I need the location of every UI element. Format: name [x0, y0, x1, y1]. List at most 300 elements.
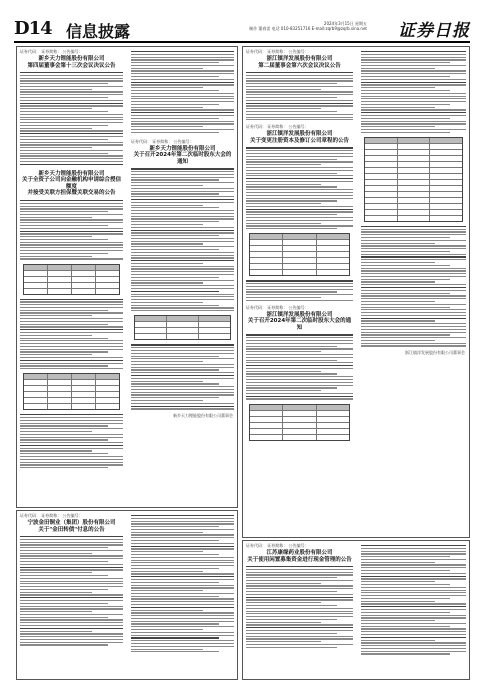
text-line: [20, 83, 108, 84]
text-line: [361, 57, 466, 58]
text-line: [20, 335, 92, 336]
table-row: [24, 404, 119, 409]
left-subcolumn-2: [128, 47, 237, 507]
text-line: [361, 562, 435, 563]
text-line: [361, 109, 466, 110]
text-line: [246, 78, 353, 79]
table-cell: [430, 162, 462, 167]
table-cell: [167, 328, 199, 333]
text-line: [20, 144, 123, 145]
text-line: [361, 601, 435, 602]
text-line: [20, 299, 123, 300]
text-line: [361, 59, 466, 60]
text-line: [361, 620, 435, 621]
text-line: [246, 566, 353, 567]
text-line: [246, 159, 337, 160]
text-line: [361, 279, 450, 280]
text-line: [246, 390, 321, 391]
text-line: [246, 346, 337, 347]
text-line: [20, 614, 123, 615]
text-line: [20, 329, 123, 330]
text-line: [131, 356, 219, 357]
text-line: [246, 588, 353, 589]
text-line: [246, 91, 353, 92]
text-line: [20, 253, 108, 254]
text-line: [131, 191, 234, 192]
table-cell: [430, 144, 462, 149]
text-line: [131, 185, 203, 186]
text-line: [131, 607, 234, 608]
table-cell: [430, 156, 462, 161]
data-table: [249, 404, 350, 441]
text-line: [246, 150, 353, 151]
table-cell: [317, 423, 349, 428]
text-line: [20, 611, 92, 612]
text-line: [246, 228, 337, 229]
table-cell: [48, 265, 72, 270]
text-line: [131, 54, 234, 55]
text-line: [20, 644, 108, 645]
text-line: [361, 598, 450, 599]
table-cell: [135, 322, 167, 327]
text-line: [131, 182, 234, 183]
table-cell: [398, 186, 431, 191]
text-line: [246, 644, 353, 645]
announcement-header: 证券代码： 证券简称： 公告编号：: [246, 49, 309, 54]
text-line: [20, 247, 123, 248]
text-line: [246, 602, 321, 603]
text-line: [20, 318, 123, 319]
text-line: [131, 403, 234, 404]
left-announcement-group: [16, 46, 238, 508]
text-line: [246, 83, 337, 84]
table-cell: [398, 180, 431, 185]
text-line: [131, 573, 234, 574]
text-line: [20, 351, 108, 352]
text-line: [131, 623, 219, 624]
text-line: [246, 351, 321, 352]
text-line: [246, 75, 353, 76]
text-line: [361, 648, 466, 649]
text-line: [20, 211, 108, 212]
text-line: [131, 408, 234, 409]
text-line: [246, 340, 353, 341]
table-cell: [317, 240, 349, 245]
text-line: [361, 98, 466, 99]
text-line: [246, 223, 321, 224]
text-line: [131, 375, 234, 376]
text-line: [361, 595, 466, 596]
text-line: [131, 378, 234, 379]
announcement-title: 宁波金田铜业（集团）股份有限公司 关于"金田转债"付息的公告: [27, 520, 116, 533]
table-cell: [365, 162, 398, 167]
table-cell: [250, 246, 283, 251]
text-line: [131, 76, 219, 77]
text-line: [361, 237, 450, 238]
text-line: [361, 295, 466, 296]
table-cell: [135, 316, 167, 321]
text-line: [20, 633, 123, 634]
text-line: [20, 155, 123, 156]
text-line: [361, 276, 466, 277]
text-line: [20, 600, 123, 601]
announcement-header: 证券代码： 证券简称： 公告编号：: [20, 49, 83, 54]
text-line: [20, 619, 123, 620]
text-line: [131, 560, 234, 561]
text-line: [20, 464, 123, 465]
text-line: [20, 357, 123, 358]
text-line: [20, 448, 123, 449]
text-line: [361, 284, 466, 285]
text-line: [246, 111, 337, 112]
table-cell: [398, 204, 431, 209]
text-line: [20, 147, 92, 148]
text-line: [246, 211, 353, 212]
text-line: [131, 579, 234, 580]
text-line: [20, 78, 123, 79]
text-line: [361, 243, 435, 244]
table-row: [250, 435, 349, 440]
text-line: [20, 258, 123, 259]
text-line: [246, 195, 353, 196]
text-line: [131, 70, 234, 71]
text-line: [131, 207, 219, 208]
text-line: [131, 646, 234, 647]
text-line: [361, 332, 466, 333]
text-line: [361, 256, 466, 257]
text-line: [246, 300, 353, 301]
text-line: [131, 238, 234, 239]
text-line: [20, 434, 123, 435]
announcement-header: 证券代码： 证券简称： 公告编号：: [131, 138, 194, 144]
text-line: [361, 231, 466, 232]
text-line: [20, 332, 123, 333]
text-line: [246, 184, 321, 185]
table-cell: [283, 264, 316, 269]
table-cell: [317, 270, 349, 275]
text-line: [246, 217, 353, 218]
text-line: [361, 323, 466, 324]
table-cell: [283, 435, 316, 440]
text-line: [361, 79, 466, 80]
table-cell: [283, 405, 316, 410]
text-line: [246, 630, 353, 631]
text-line: [20, 86, 123, 87]
announcement-body: [246, 566, 353, 648]
text-line: [361, 245, 466, 246]
text-line: [246, 170, 353, 171]
table-cell: [48, 374, 72, 379]
text-line: [20, 158, 123, 159]
text-line: [246, 119, 353, 120]
text-line: [361, 248, 466, 249]
right-bottom-announcement: [242, 540, 470, 680]
text-line: [246, 175, 353, 176]
text-line: [131, 585, 234, 586]
text-line: [131, 294, 234, 295]
table-row: [365, 216, 462, 221]
text-line: [20, 203, 123, 204]
text-line: [131, 612, 234, 613]
text-line: [131, 129, 234, 130]
text-line: [20, 572, 92, 573]
table-cell: [283, 258, 316, 263]
table-cell: [48, 283, 72, 288]
text-line: [361, 334, 450, 335]
text-line: [131, 246, 234, 247]
text-line: [131, 87, 203, 88]
text-line: [361, 628, 466, 629]
text-line: [246, 616, 353, 617]
announcement-header: 证券代码： 证券简称： 公告编号：: [246, 543, 309, 548]
text-line: [246, 376, 353, 377]
text-line: [20, 340, 123, 341]
text-line: [361, 262, 435, 263]
section-title: 信息披露: [66, 22, 131, 41]
text-line: [20, 244, 123, 245]
text-line: [246, 147, 353, 148]
table-cell: [250, 411, 283, 416]
announcement-body: [246, 334, 353, 399]
text-line: [131, 372, 234, 373]
text-line: [361, 623, 466, 624]
text-line: [131, 288, 234, 289]
text-line: [20, 206, 123, 207]
text-line: [131, 196, 234, 197]
text-line: [20, 636, 123, 637]
table-cell: [24, 392, 48, 397]
text-line: [246, 583, 321, 584]
text-line: [131, 532, 203, 533]
text-line: [361, 309, 466, 310]
text-line: [361, 76, 450, 77]
text-line: [20, 236, 92, 237]
text-line: [246, 156, 353, 157]
text-line: [131, 571, 203, 572]
announcement-body: [246, 72, 353, 120]
table-cell: [24, 289, 48, 294]
text-line: [361, 559, 466, 560]
text-line: [361, 93, 466, 94]
text-line: [246, 198, 353, 199]
table-cell: [283, 270, 316, 275]
table-cell: [398, 198, 431, 203]
table-cell: [48, 386, 72, 391]
text-line: [361, 631, 466, 632]
text-line: [20, 256, 92, 257]
text-line: [131, 280, 234, 281]
text-line: [246, 357, 353, 358]
table-cell: [317, 264, 349, 269]
table-cell: [398, 156, 431, 161]
table-cell: [398, 162, 431, 167]
table-cell: [283, 246, 316, 251]
text-line: [361, 281, 435, 282]
text-line: [131, 534, 234, 535]
text-line: [131, 562, 234, 563]
text-line: [20, 553, 92, 554]
text-line: [361, 82, 466, 83]
announcement-body: [361, 545, 466, 655]
text-line: [361, 603, 466, 604]
text-line: [20, 642, 123, 643]
text-line: [20, 542, 123, 543]
table-cell: [96, 380, 119, 385]
table-cell: [72, 271, 96, 276]
table-cell: [48, 392, 72, 397]
announcement-title: 新乡天力锂能股份有限公司 关于全资子公司向金融机构申请综合授信额度 并接受关联方担保暨关联交易的公告: [21, 170, 121, 197]
text-line: [361, 51, 466, 52]
text-line: [20, 231, 123, 232]
text-line: [20, 200, 123, 201]
text-line: [361, 132, 450, 133]
text-line: [246, 297, 321, 298]
text-line: [20, 467, 108, 468]
table-cell: [283, 240, 316, 245]
text-line: [20, 450, 92, 451]
right-announcement-group: [242, 46, 470, 538]
text-line: [20, 622, 123, 623]
text-line: [131, 188, 234, 189]
text-line: [20, 544, 123, 545]
text-line: [131, 651, 219, 652]
text-line: [131, 637, 219, 638]
text-line: [246, 362, 353, 363]
text-line: [246, 153, 353, 154]
text-line: [131, 635, 234, 636]
table-cell: [430, 150, 462, 155]
text-line: [20, 321, 123, 322]
text-line: [361, 298, 466, 299]
table-cell: [365, 150, 398, 155]
table-row: [250, 270, 349, 275]
text-line: [20, 301, 123, 302]
text-line: [131, 291, 219, 292]
table-cell: [365, 156, 398, 161]
text-line: [131, 582, 219, 583]
text-line: [20, 310, 108, 311]
table-cell: [72, 374, 96, 379]
text-line: [361, 234, 466, 235]
table-cell: [283, 417, 316, 422]
data-table: [249, 233, 350, 276]
text-line: [131, 174, 234, 175]
table-cell: [72, 289, 96, 294]
text-line: [246, 89, 321, 90]
table-cell: [96, 271, 119, 276]
text-line: [131, 551, 203, 552]
text-line: [361, 592, 466, 593]
text-line: [361, 96, 466, 97]
text-line: [20, 558, 123, 559]
announcement-body: [361, 226, 466, 347]
table-cell: [365, 216, 398, 221]
table-cell: [250, 258, 283, 263]
table-cell: [398, 150, 431, 155]
text-line: [131, 392, 234, 393]
header-rule: [14, 41, 470, 43]
announcement-body: [131, 344, 234, 409]
text-line: [131, 79, 234, 80]
text-line: [361, 54, 466, 55]
table-cell: [96, 392, 119, 397]
text-line: [131, 593, 234, 594]
text-line: [131, 193, 219, 194]
announcement-body: [131, 515, 234, 652]
table-cell: [72, 386, 96, 391]
text-line: [131, 383, 219, 384]
text-line: [20, 233, 123, 234]
text-line: [131, 252, 234, 253]
text-line: [131, 68, 203, 69]
text-line: [20, 208, 123, 209]
text-line: [361, 312, 466, 313]
text-line: [131, 123, 234, 124]
text-line: [246, 368, 353, 369]
text-line: [131, 307, 234, 308]
left-bottom-subcolumn-1: [17, 511, 126, 679]
text-line: [20, 639, 123, 640]
text-line: [361, 637, 466, 638]
text-line: [361, 315, 466, 316]
table-cell: [24, 283, 48, 288]
table-row: [24, 289, 119, 294]
table-cell: [317, 411, 349, 416]
text-line: [246, 343, 353, 344]
text-line: [131, 386, 234, 387]
text-line: [246, 164, 321, 165]
text-line: [361, 62, 450, 63]
text-line: [361, 73, 466, 74]
text-line: [361, 229, 466, 230]
text-line: [131, 598, 234, 599]
text-line: [246, 186, 337, 187]
text-line: [246, 385, 353, 386]
table-cell: [24, 271, 48, 276]
text-line: [20, 453, 108, 454]
text-line: [20, 125, 108, 126]
table-cell: [283, 411, 316, 416]
text-line: [246, 638, 353, 639]
table-row: [135, 334, 230, 339]
text-line: [20, 445, 123, 446]
text-line: [131, 213, 234, 214]
text-line: [361, 293, 450, 294]
table-cell: [430, 138, 462, 143]
table-cell: [48, 289, 72, 294]
text-line: [361, 553, 466, 554]
text-line: [361, 290, 466, 291]
table-cell: [167, 334, 199, 339]
text-line: [361, 651, 466, 652]
text-line: [246, 569, 353, 570]
table-cell: [317, 417, 349, 422]
table-cell: [250, 234, 283, 239]
text-line: [246, 100, 353, 101]
text-line: [20, 161, 123, 162]
text-line: [131, 521, 234, 522]
text-line: [131, 596, 219, 597]
text-line: [131, 389, 234, 390]
text-line: [20, 164, 123, 165]
text-line: [131, 310, 234, 311]
text-line: [246, 396, 353, 397]
text-line: [361, 118, 450, 119]
table-cell: [250, 435, 283, 440]
announcement-body: [20, 299, 123, 370]
text-line: [131, 109, 234, 110]
text-line: [131, 364, 234, 365]
